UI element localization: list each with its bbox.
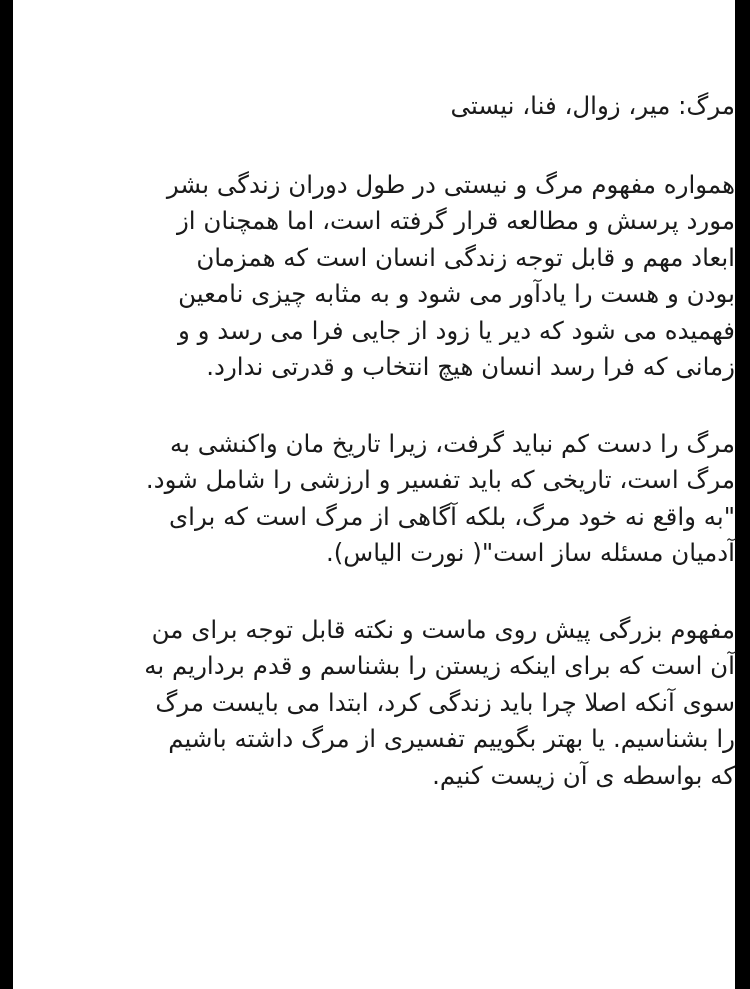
paragraph-2	[47, 426, 735, 572]
paragraph-line: فهمیده می شود که دیر یا زود از جایی فرا می رسد و و	[178, 315, 735, 345]
paragraph-line: مورد پرسش و مطالعه قرار گرفته است، اما همچنان از	[176, 206, 735, 235]
paragraph-line: مرگ را دست کم نباید گرفت، زیرا تاریخ مان واکنشی به	[170, 428, 735, 458]
paragraph-line: زمانی که فرا رسد انسان هیچ انتخاب و قدرتی ندارد.	[206, 352, 735, 381]
paragraph-1	[47, 167, 735, 386]
paragraph-line: آدمیان مسئله ساز است"( نورت الیاس).	[325, 538, 735, 567]
paragraph-line: آن است که برای اینکه زیستن را بشناسم و قدم برداریم به	[144, 651, 735, 680]
paragraph-3	[47, 612, 735, 795]
paragraph-line: که بواسطه ی آن زیست کنیم.	[432, 760, 735, 790]
document-page	[13, 0, 735, 989]
paragraph-line: مرگ است، تاریخی که باید تفسیر و ارزشی را شامل شود.	[145, 465, 735, 494]
paragraph-line: بودن و هست را یادآور می شود و به مثابه چیزی نامعین	[178, 279, 735, 308]
paragraph-line: ابعاد مهم و قابل توجه زندگی انسان است که همزمان	[196, 242, 735, 272]
paragraph-line: را بشناسیم. یا بهتر بگوییم تفسیری از مرگ داشته باشیم	[168, 724, 735, 753]
paragraph-line: مفهوم بزرگی پیش روی ماست و نکته قابل توجه برای من	[151, 614, 735, 644]
document-body	[47, 88, 735, 834]
paragraph-line: "به واقع نه خود مرگ، بلکه آگاهی از مرگ است که برای	[168, 501, 735, 531]
document-title: مرگ: میر، زوال، فنا، نیستی	[450, 91, 735, 120]
paragraph-line: همواره مفهوم مرگ و نیستی در طول دوران زندگی بشر	[166, 169, 735, 199]
paragraph-line: سوی آنکه اصلا چرا باید زندگی کرد، ابتدا می بایست مرگ	[155, 687, 735, 717]
